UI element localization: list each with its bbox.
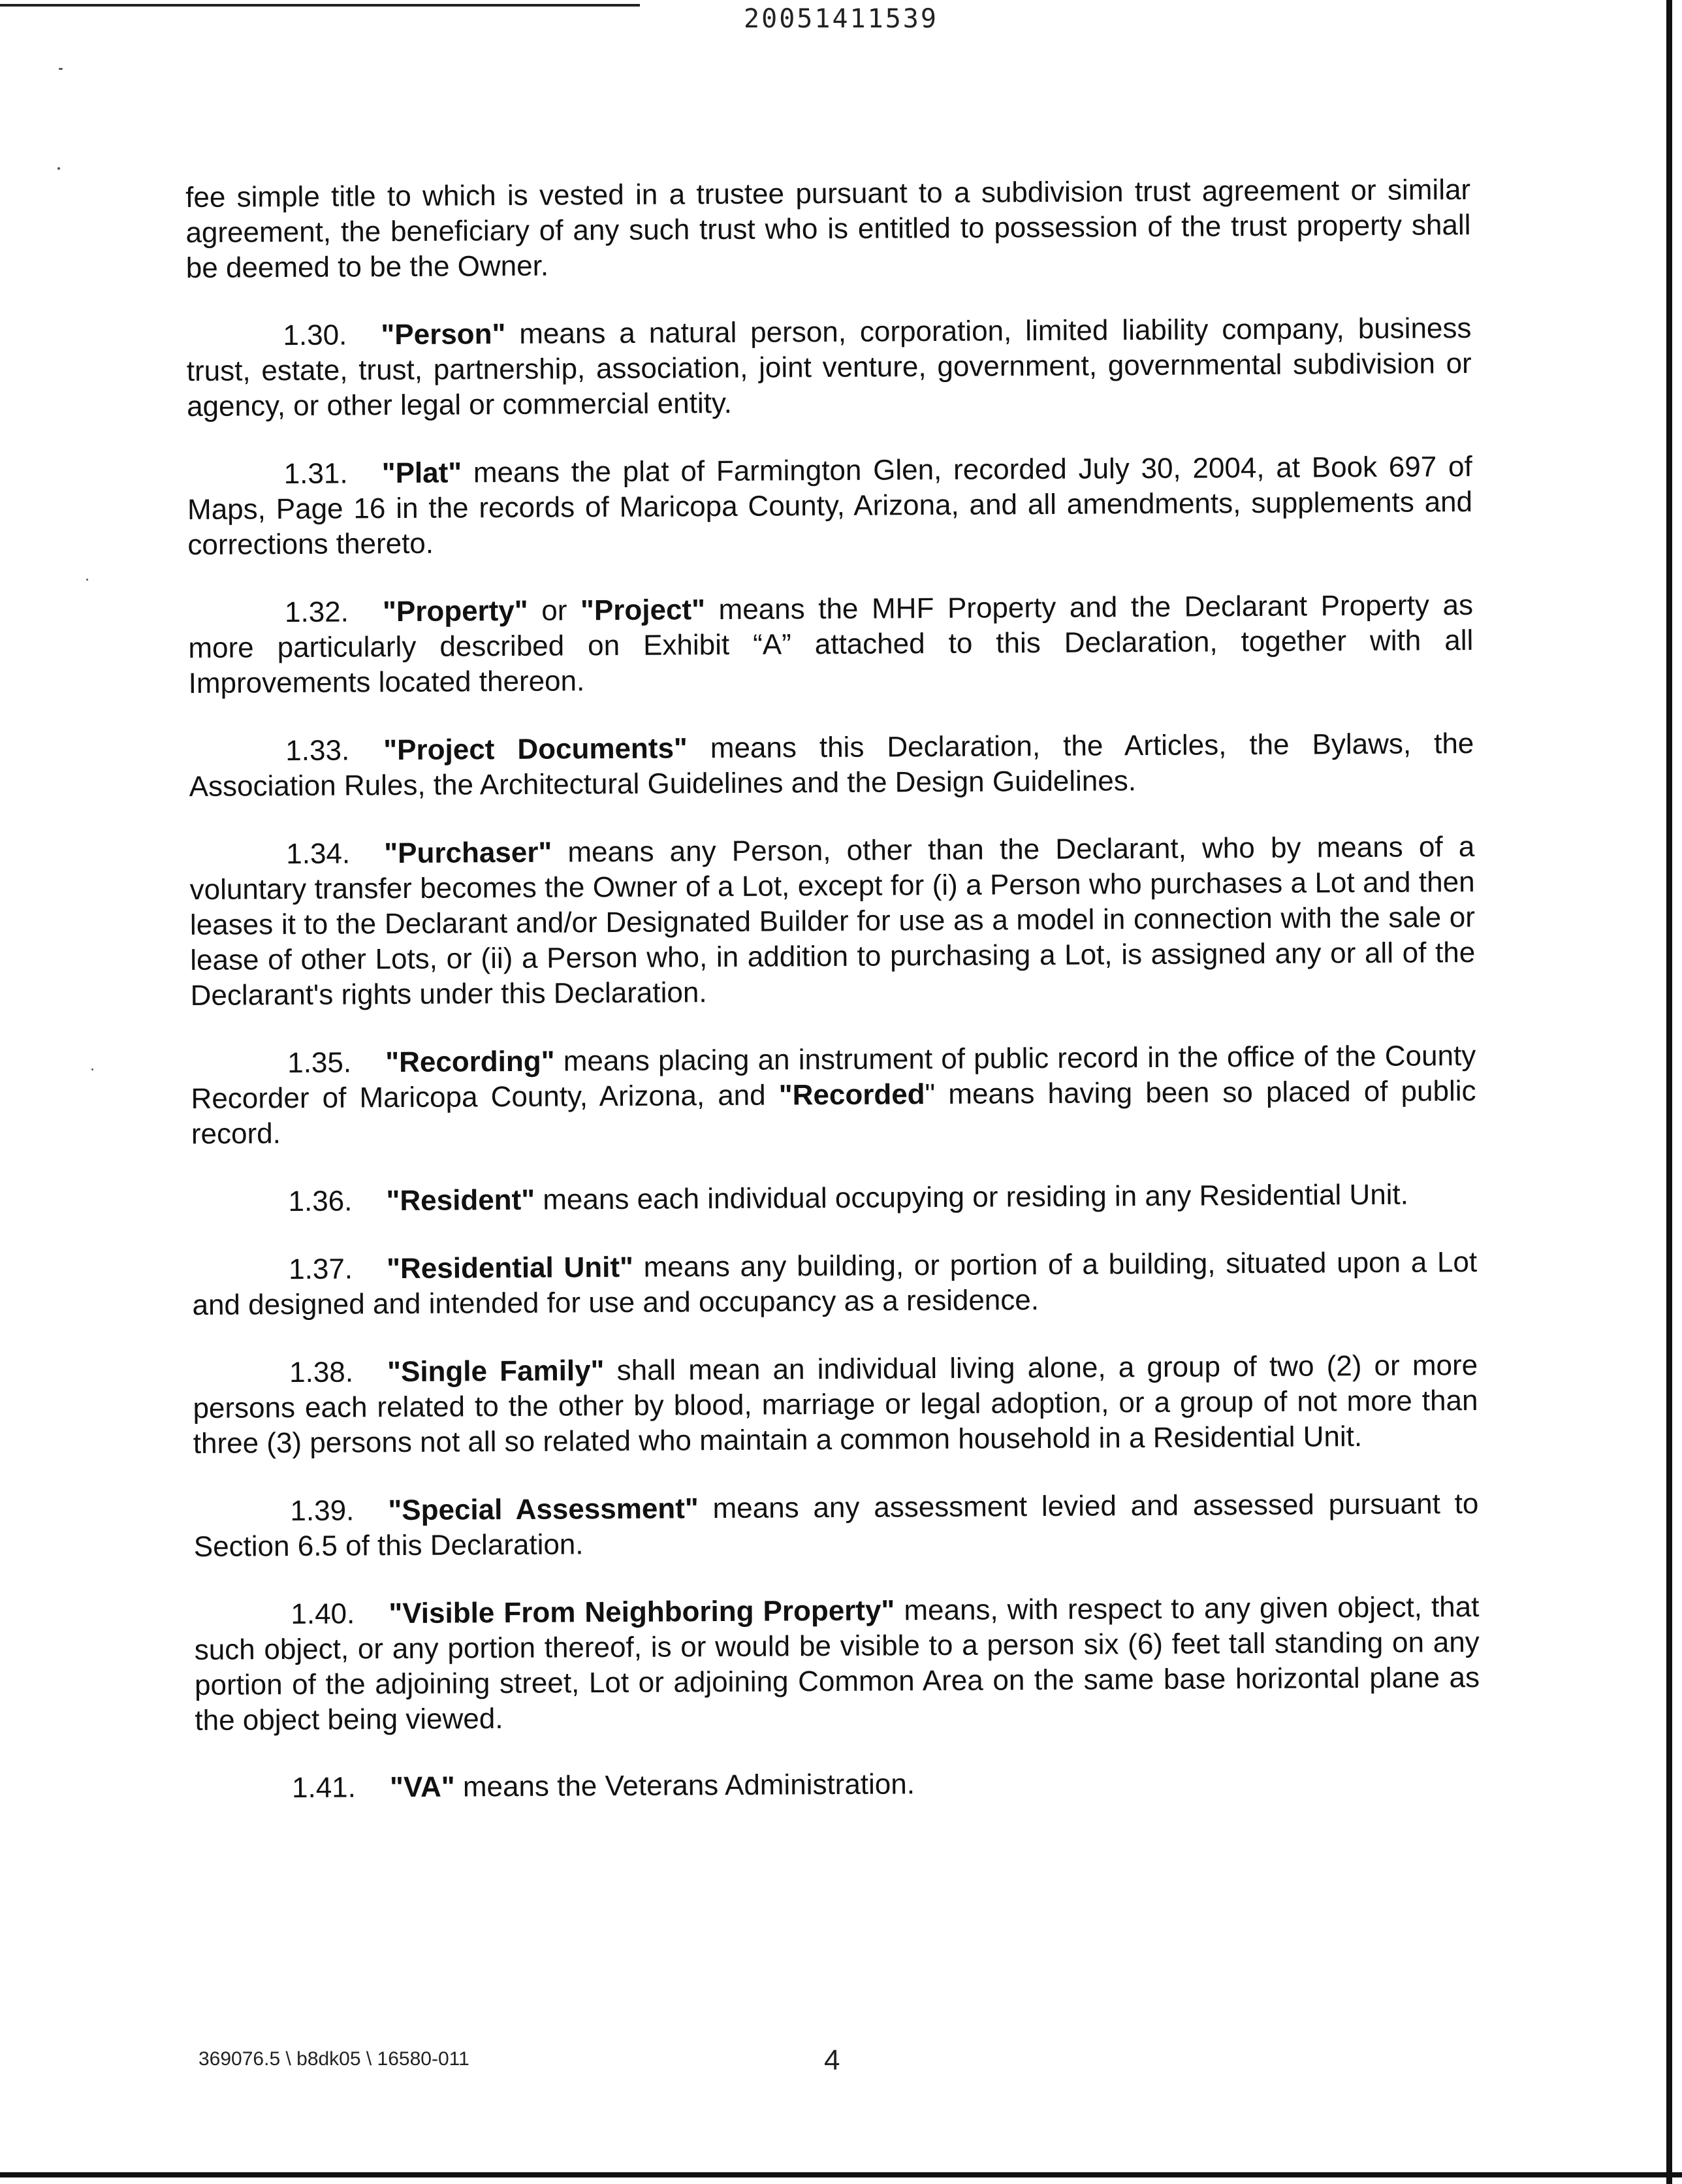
section-number: 1.35. — [287, 1046, 352, 1080]
definition-paragraph — [191, 1177, 1476, 1220]
defined-term: "VA" — [389, 1771, 455, 1804]
defined-term: "Residential Unit" — [387, 1251, 634, 1285]
definition-connector: or — [528, 594, 581, 627]
definition-text: means any Person, other than the Declarant, who by means of a voluntary transfer becomes the Owner of a Lot, except for (i) a Person who purchases a Lot and then leases it to the Declarant and/or Designated Builder for use as a model in connection with the sale or lease of other Lots, or (ii) a Person who, in addition to purchasing a Lot, is assigned any or all of the Declarant's rights under this Declaration. — [189, 830, 1476, 1012]
definition-text: means a natural person, corporation, limited liability company, business trust, estate, trust, partnership, association, joint venture, government, governmental subdivision or agency, or other legal or commercial entity. — [186, 312, 1472, 423]
definition-text: means the plat of Farmington Glen, recorded July 30, 2004, at Book 697 of Maps, Page 16 in the records of Maricopa County, Arizona, and all amendments, supplements and corrections thereto. — [187, 450, 1473, 561]
document-number: 20051411539 — [744, 4, 938, 34]
definition-text: shall mean an individual living alone, a group of two (2) or more persons each related to the other by blood, marriage or legal adoption, or a group of not more than three (3) persons not all so related who maintain a common household in a Residential Unit. — [193, 1349, 1478, 1460]
definition-text: means any assessment levied and assessed pursuant to Section 6.5 of this Declaration. — [193, 1487, 1479, 1563]
definition-paragraph — [193, 1348, 1478, 1462]
section-number: 1.40. — [291, 1598, 355, 1631]
defined-term: "Plat" — [381, 457, 462, 490]
defined-term: "Purchaser" — [384, 836, 552, 870]
definition-paragraph — [195, 1763, 1480, 1807]
document-reference: 369076.5 \ b8dk05 \ 16580-011 — [198, 2048, 469, 2070]
document-body — [185, 172, 1480, 1839]
defined-term: "Recording" — [385, 1045, 555, 1079]
definition-paragraph — [188, 588, 1474, 701]
scan-speck — [59, 68, 63, 70]
defined-term: "Property" — [382, 594, 528, 628]
page-edge-right — [1666, 0, 1672, 2184]
definition-paragraph — [193, 1486, 1479, 1565]
definition-text-continued: " means having been so placed of public record. — [191, 1074, 1476, 1150]
definition-paragraph — [194, 1590, 1480, 1739]
section-number: 1.33. — [285, 734, 350, 767]
scan-speck — [91, 1068, 93, 1070]
section-number: 1.31. — [283, 457, 348, 490]
defined-term-secondary: "Project" — [580, 594, 706, 627]
definition-paragraph — [191, 1038, 1476, 1152]
definition-text: means any building, or portion of a building, situated upon a Lot and designed and intended for use and occupancy as a residence. — [192, 1245, 1478, 1321]
defined-term: "Single Family" — [387, 1355, 605, 1389]
defined-term: "Resident" — [386, 1183, 535, 1217]
section-number: 1.30. — [283, 319, 347, 352]
definition-paragraph — [189, 726, 1474, 805]
definition-text: means the MHF Property and the Declarant Property as more particularly described on Exhibit “A” attached to this Declaration, together with all Improvements located thereon. — [188, 588, 1474, 699]
section-number: 1.37. — [289, 1253, 353, 1286]
section-number: 1.39. — [290, 1494, 355, 1528]
section-number: 1.38. — [289, 1356, 354, 1389]
definition-text: means each individual occupying or residing in any Residential Unit. — [534, 1178, 1409, 1216]
definition-text: means this Declaration, the Articles, the Bylaws, the Association Rules, the Architectural Guidelines and the Design Guidelines. — [189, 727, 1474, 803]
definition-paragraph — [189, 829, 1476, 1014]
definition-text: means placing an instrument of public record in the office of the County Recorder of Maricopa County, Arizona, and — [191, 1039, 1476, 1115]
definition-paragraph — [187, 449, 1473, 563]
section-number: 1.41. — [291, 1771, 357, 1805]
defined-term: "Visible From Neighboring Property" — [389, 1594, 895, 1630]
page-number: 4 — [824, 2044, 840, 2076]
definition-paragraph — [186, 311, 1472, 425]
definition-text: means the Veterans Administration. — [454, 1768, 915, 1803]
section-number: 1.36. — [288, 1185, 353, 1218]
section-number: 1.32. — [284, 596, 349, 629]
defined-term: "Special Assessment" — [388, 1492, 699, 1527]
defined-term: "Project Documents" — [383, 732, 688, 767]
intro-paragraph: fee simple title to which is vested in a trustee pursuant to a subdivision trust agreement or similar agreement, the beneficiary of any such trust who is entitled to possession of the trust property shall be deemed to be the Owner. — [185, 173, 1471, 284]
scan-speck — [86, 579, 88, 581]
section-number: 1.34. — [286, 837, 351, 871]
definition-paragraph — [192, 1245, 1478, 1323]
definition-text: means, with respect to any given object, that such object, or any portion thereof, is or would be visible to a person six (6) feet tall standing on any portion of the adjoining street, Lot or adjoining Common Area on the same base horizontal plane as the object being viewed. — [194, 1590, 1480, 1737]
scan-speck — [57, 167, 60, 170]
defined-term: "Person" — [381, 318, 506, 351]
defined-term-secondary: "Recorded — [778, 1078, 925, 1112]
page-edge-bottom — [0, 2172, 1682, 2177]
